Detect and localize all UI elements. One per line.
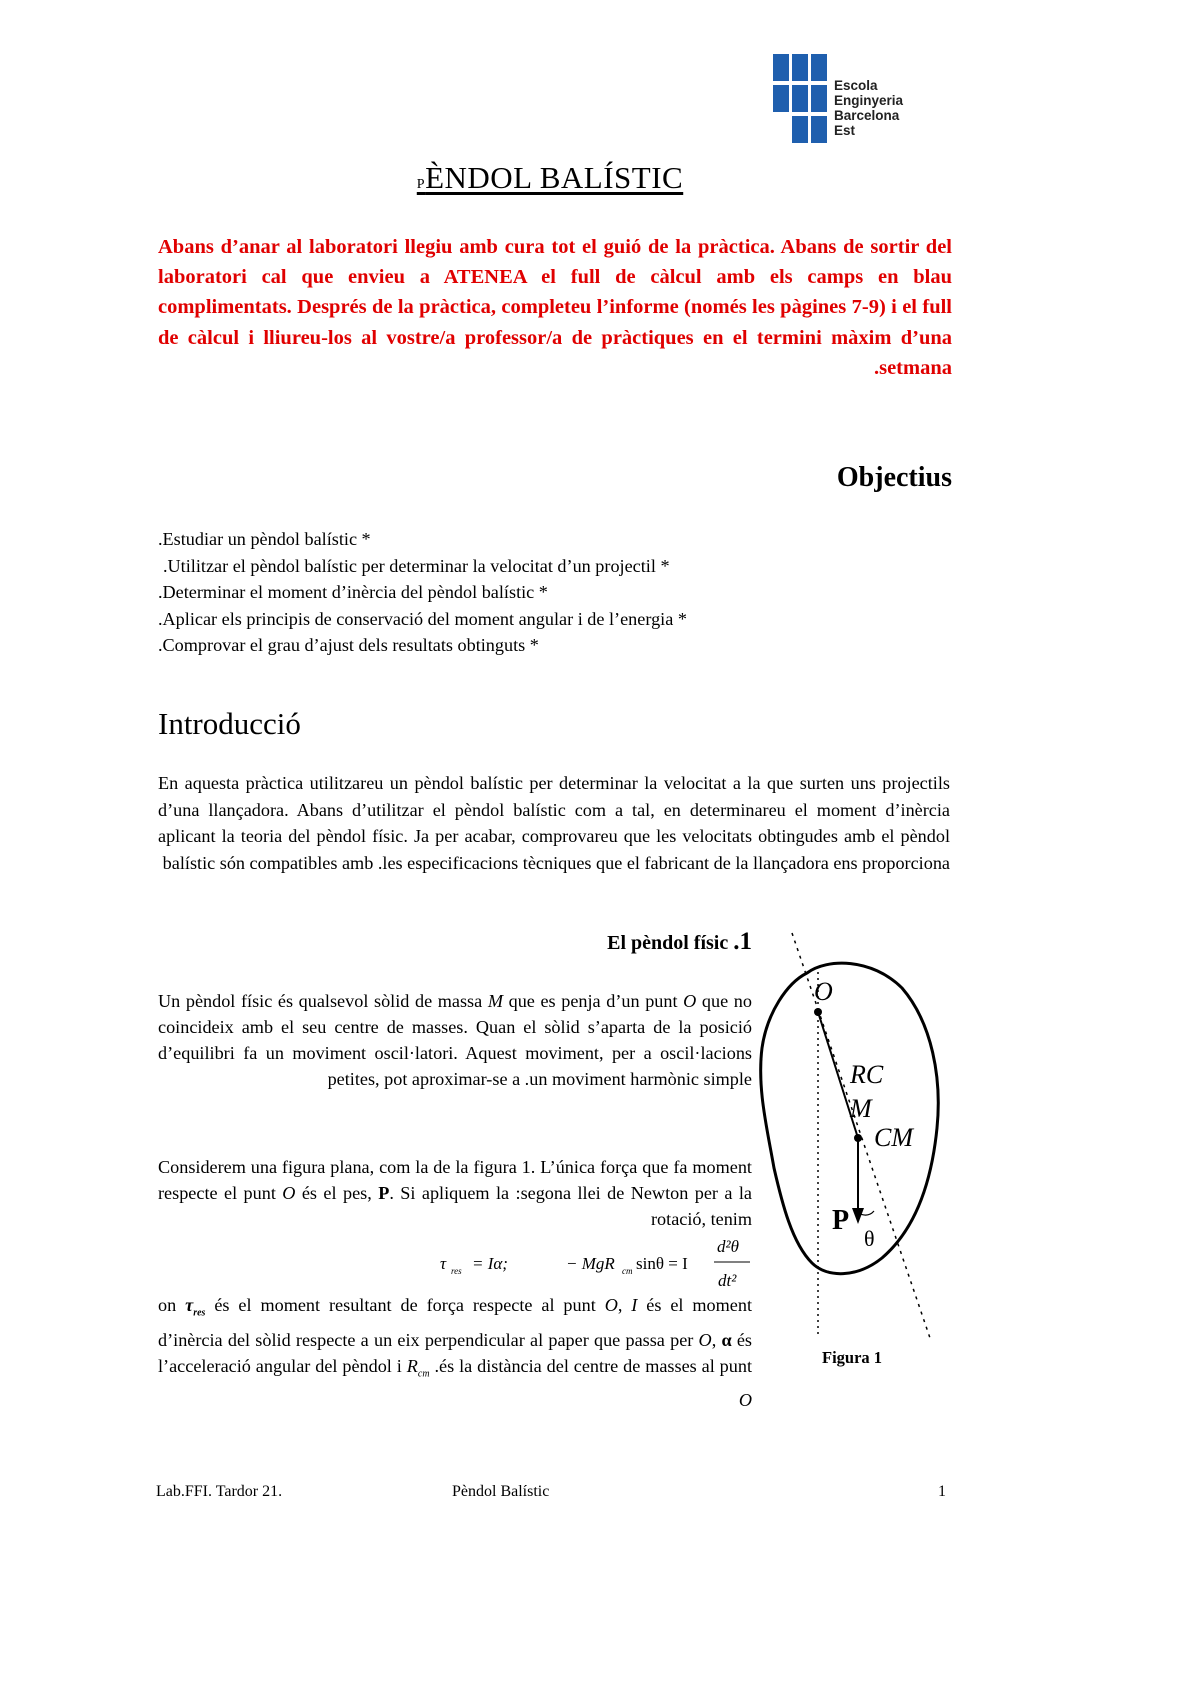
eq-denominator: dt² <box>718 1271 737 1290</box>
footer-course: Lab.FFI. Tardor 21. <box>156 1483 283 1500</box>
symbol-tau-sub: res <box>193 1307 206 1319</box>
text-run: és l’acceleració angular del pèndol i <box>158 1329 752 1376</box>
symbol-P: P <box>378 1183 390 1203</box>
footer-page-number: 1 <box>938 1483 946 1500</box>
text-run: on <box>158 1295 186 1315</box>
paragraph-physical-pendulum <box>158 988 752 1092</box>
symbol-tau: τ <box>185 1295 194 1315</box>
logo-line: Escola <box>834 78 878 93</box>
objective-item: .Comprovar el grau d’ajust dels resultats obtinguts * <box>158 635 539 655</box>
introduccio-heading: Introducció <box>158 706 301 741</box>
label-O: O <box>814 977 833 1006</box>
logo-text <box>834 78 903 138</box>
text-run: que no coincideix amb el seu centre de masses. Quan el sòlid s’aparta de la posició d’equilibri fa un moviment oscil·latori. Aquest moviment, per a oscil·lacions petites, pot aproximar-se a .un moviment harmònic simple <box>158 991 752 1089</box>
symbol-O: O <box>683 991 697 1011</box>
text-run: , <box>711 1329 722 1350</box>
text-run: és el pes, <box>295 1183 379 1203</box>
lab-warning: Abans d’anar al laboratori llegiu amb cura tot el guió de la pràctica. Abans de sortir del laboratori cal que envieu a ATENEA el full de càlcul amb els camps en blau complimentats. Després de la pràctica, completeu l’informe (només les pàgines 7-9) i el full de càlcul i lliureu-los al vostre/a professor/a de pràctiques en el termini màxim d’una .setmana <box>158 236 952 379</box>
label-P: P <box>832 1205 850 1236</box>
objective-item: .Utilitzar el pèndol balístic per determinar la velocitat d’un projectil * <box>163 555 670 576</box>
section-heading-text: El pèndol físic <box>607 932 734 954</box>
footer-title: Pèndol Balístic <box>452 1483 550 1500</box>
text-run: Un pèndol físic és qualsevol sòlid de massa <box>158 991 488 1011</box>
symbol-alpha: α <box>721 1329 732 1350</box>
text-run: és el moment resultant de força respecte al punt <box>205 1295 605 1315</box>
label-M: M <box>850 1094 872 1123</box>
eq-part-1: = Iα; <box>472 1254 508 1273</box>
document-title <box>0 160 1100 196</box>
text-run: Considerem una figura plana, com la de la figura 1. L’única força que fa moment respecte el punt <box>158 1157 752 1203</box>
text-run: és el moment d’inèrcia del sòlid respecte a un eix perpendicular al paper que passa per <box>158 1295 753 1350</box>
symbol-I: I <box>631 1295 638 1315</box>
logo-line: Est <box>834 123 856 138</box>
section-number: .1 <box>733 928 752 955</box>
eq-part-3: sinθ = I <box>636 1254 688 1273</box>
eq-part-2-sub: cm <box>622 1266 633 1276</box>
pivot-point <box>814 1008 822 1016</box>
weight-arrow-icon <box>852 1208 864 1224</box>
title-rest: ÈNDOL BALÍSTIC <box>425 160 684 195</box>
paragraph-symbols <box>158 1292 752 1413</box>
label-CM: CM <box>874 1123 913 1152</box>
text-run: .és la distància del centre de masses al punt <box>429 1355 752 1376</box>
text-run: . Si apliquem la :segona llei de Newton per a la rotació, tenim <box>389 1183 752 1229</box>
eq-part-2: − MgR <box>566 1254 615 1273</box>
school-logo <box>773 54 933 144</box>
symbol-O: O <box>698 1329 712 1350</box>
symbol-R-sub: cm <box>417 1368 430 1380</box>
objective-item: .Estudiar un pèndol balístic * <box>158 529 371 549</box>
rotation-equation <box>426 1232 756 1292</box>
objectives-list <box>158 526 918 659</box>
label-RC: RC <box>850 1060 884 1089</box>
eq-tau-sub: res <box>451 1266 462 1276</box>
text-run: que es penja d’un punt <box>502 991 684 1011</box>
text-run: , <box>617 1295 632 1315</box>
objective-item: .Determinar el moment d’inèrcia del pèndol balístic * <box>158 582 548 602</box>
introduccio-text: En aquesta pràctica utilitzareu un pèndol balístic per determinar la velocitat a la que surten uns projectils d’una llançadora. Abans d’utilitzar el pèndol balístic com a tal, en determinareu el moment d’inèrcia aplicant la teoria del pèndol físic. Ja per acabar, comprovareu que les velocitats obtingudes amb el pèndol balístic són compatibles amb .les especificacions tècniques que el fabricant de la llançadora ens proporciona <box>158 773 950 873</box>
symbol-O: O <box>282 1183 296 1203</box>
eq-numerator: d²θ <box>717 1237 739 1256</box>
logo-line: Barcelona <box>834 108 900 123</box>
symbol-R: R <box>406 1355 418 1376</box>
eq-tau: τ <box>440 1254 447 1273</box>
pendulum-figure <box>752 928 952 1348</box>
figure-caption: Figura 1 <box>822 1348 883 1367</box>
section-heading <box>607 928 752 956</box>
objective-item: .Aplicar els principis de conservació del moment angular i de l’energia * <box>158 608 687 629</box>
symbol-O: O <box>604 1295 618 1315</box>
paragraph-figure-description <box>158 1154 752 1232</box>
objectius-heading: Objectius <box>836 462 952 493</box>
label-theta: θ <box>864 1226 875 1251</box>
logo-line: Enginyeria <box>834 93 904 108</box>
center-of-mass-point <box>854 1134 862 1142</box>
symbol-M: M <box>487 991 503 1011</box>
logo-grid-icon <box>773 54 827 144</box>
symbol-O: O <box>738 1390 752 1411</box>
title-first-letter: P <box>416 177 426 192</box>
